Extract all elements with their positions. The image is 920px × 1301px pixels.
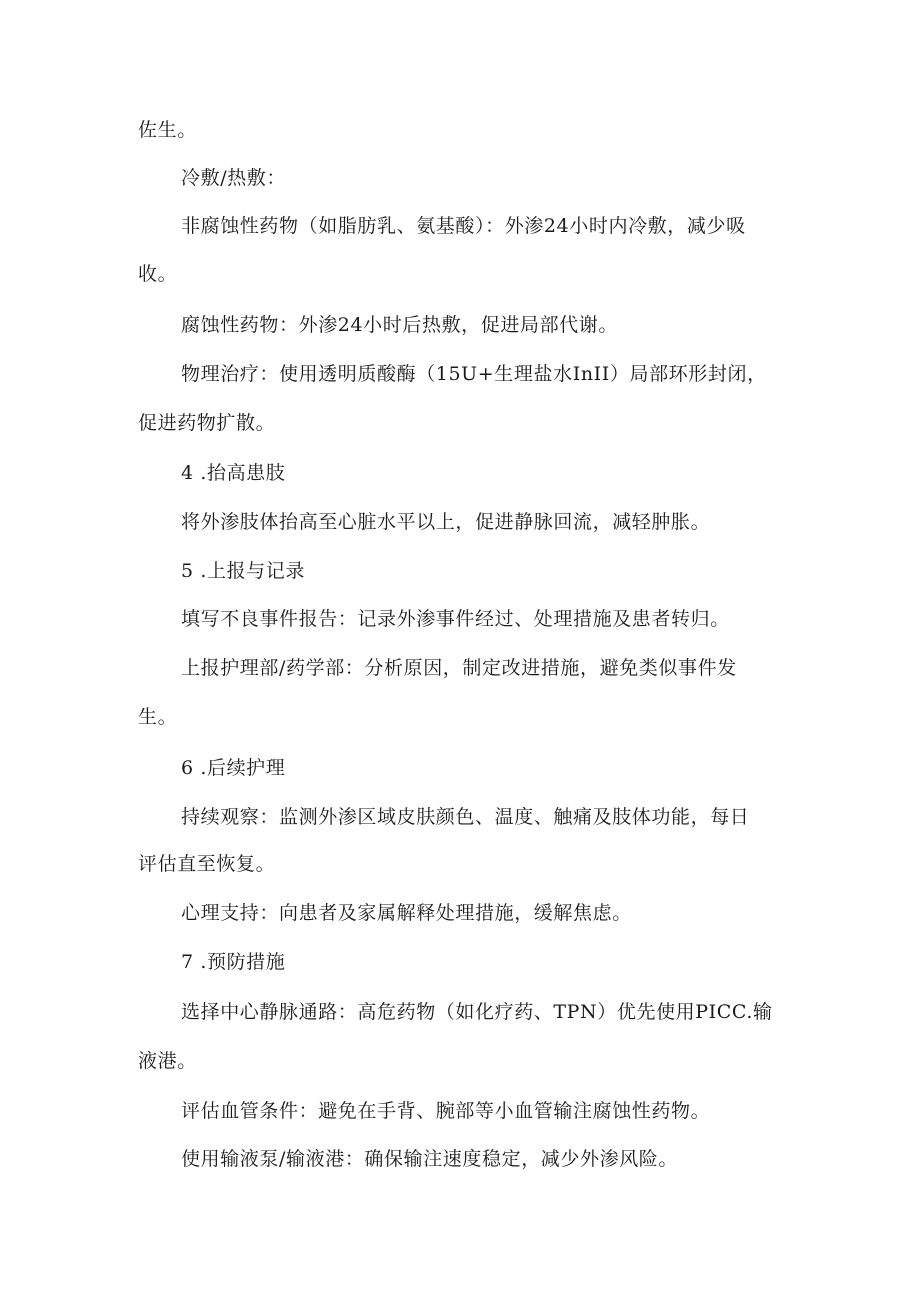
text-line: 将外渗肢体抬高至心脏水平以上，促进静脉回流，减轻肿胀。 <box>181 511 711 533</box>
text-line: 非腐蚀性药物（如脂肪乳、氨基酸）：外渗24小时内冷敷，减少吸 <box>181 215 746 237</box>
text-line: 冷敷/热敷： <box>181 167 287 189</box>
text-line: 佐生。 <box>138 119 197 141</box>
text-line: 物理治疗：使用透明质酸酶（15U+生理盐水InII）局部环形封闭， <box>181 363 767 385</box>
section-heading: 7 .预防措施 <box>181 951 286 973</box>
text-line: 心理支持：向患者及家属解释处理措施，缓解焦虑。 <box>181 902 632 924</box>
section-heading: 5 .上报与记录 <box>181 560 305 582</box>
text-line: 腐蚀性药物：外渗24小时后热敷，促进局部代谢。 <box>181 314 618 336</box>
text-line: 生。 <box>138 706 178 728</box>
text-line: 使用输液泵/输液港：确保输注速度稳定，减少外渗风险。 <box>181 1148 679 1170</box>
text-line: 液港。 <box>138 1050 197 1072</box>
text-line: 选择中心静脉通路：高危药物（如化疗药、TPN）优先使用PICC.输 <box>181 1001 773 1023</box>
text-line: 持续观察：监测外渗区域皮肤颜色、温度、触痛及肢体功能，每日 <box>181 806 750 828</box>
text-line: 收。 <box>138 263 178 285</box>
text-line: 上报护理部/药学部：分析原因，制定改进措施，避免类似事件发 <box>181 657 737 679</box>
text-line: 促进药物扩散。 <box>138 412 276 434</box>
section-heading: 4 .抬高患肢 <box>181 462 286 484</box>
text-line: 评估直至恢复。 <box>138 853 276 875</box>
section-heading: 6 .后续护理 <box>181 757 286 779</box>
text-line: 评估血管条件：避免在手背、腕部等小血管输注腐蚀性药物。 <box>181 1100 711 1122</box>
text-line: 填写不良事件报告：记录外渗事件经过、处理措施及患者转归。 <box>181 608 730 630</box>
